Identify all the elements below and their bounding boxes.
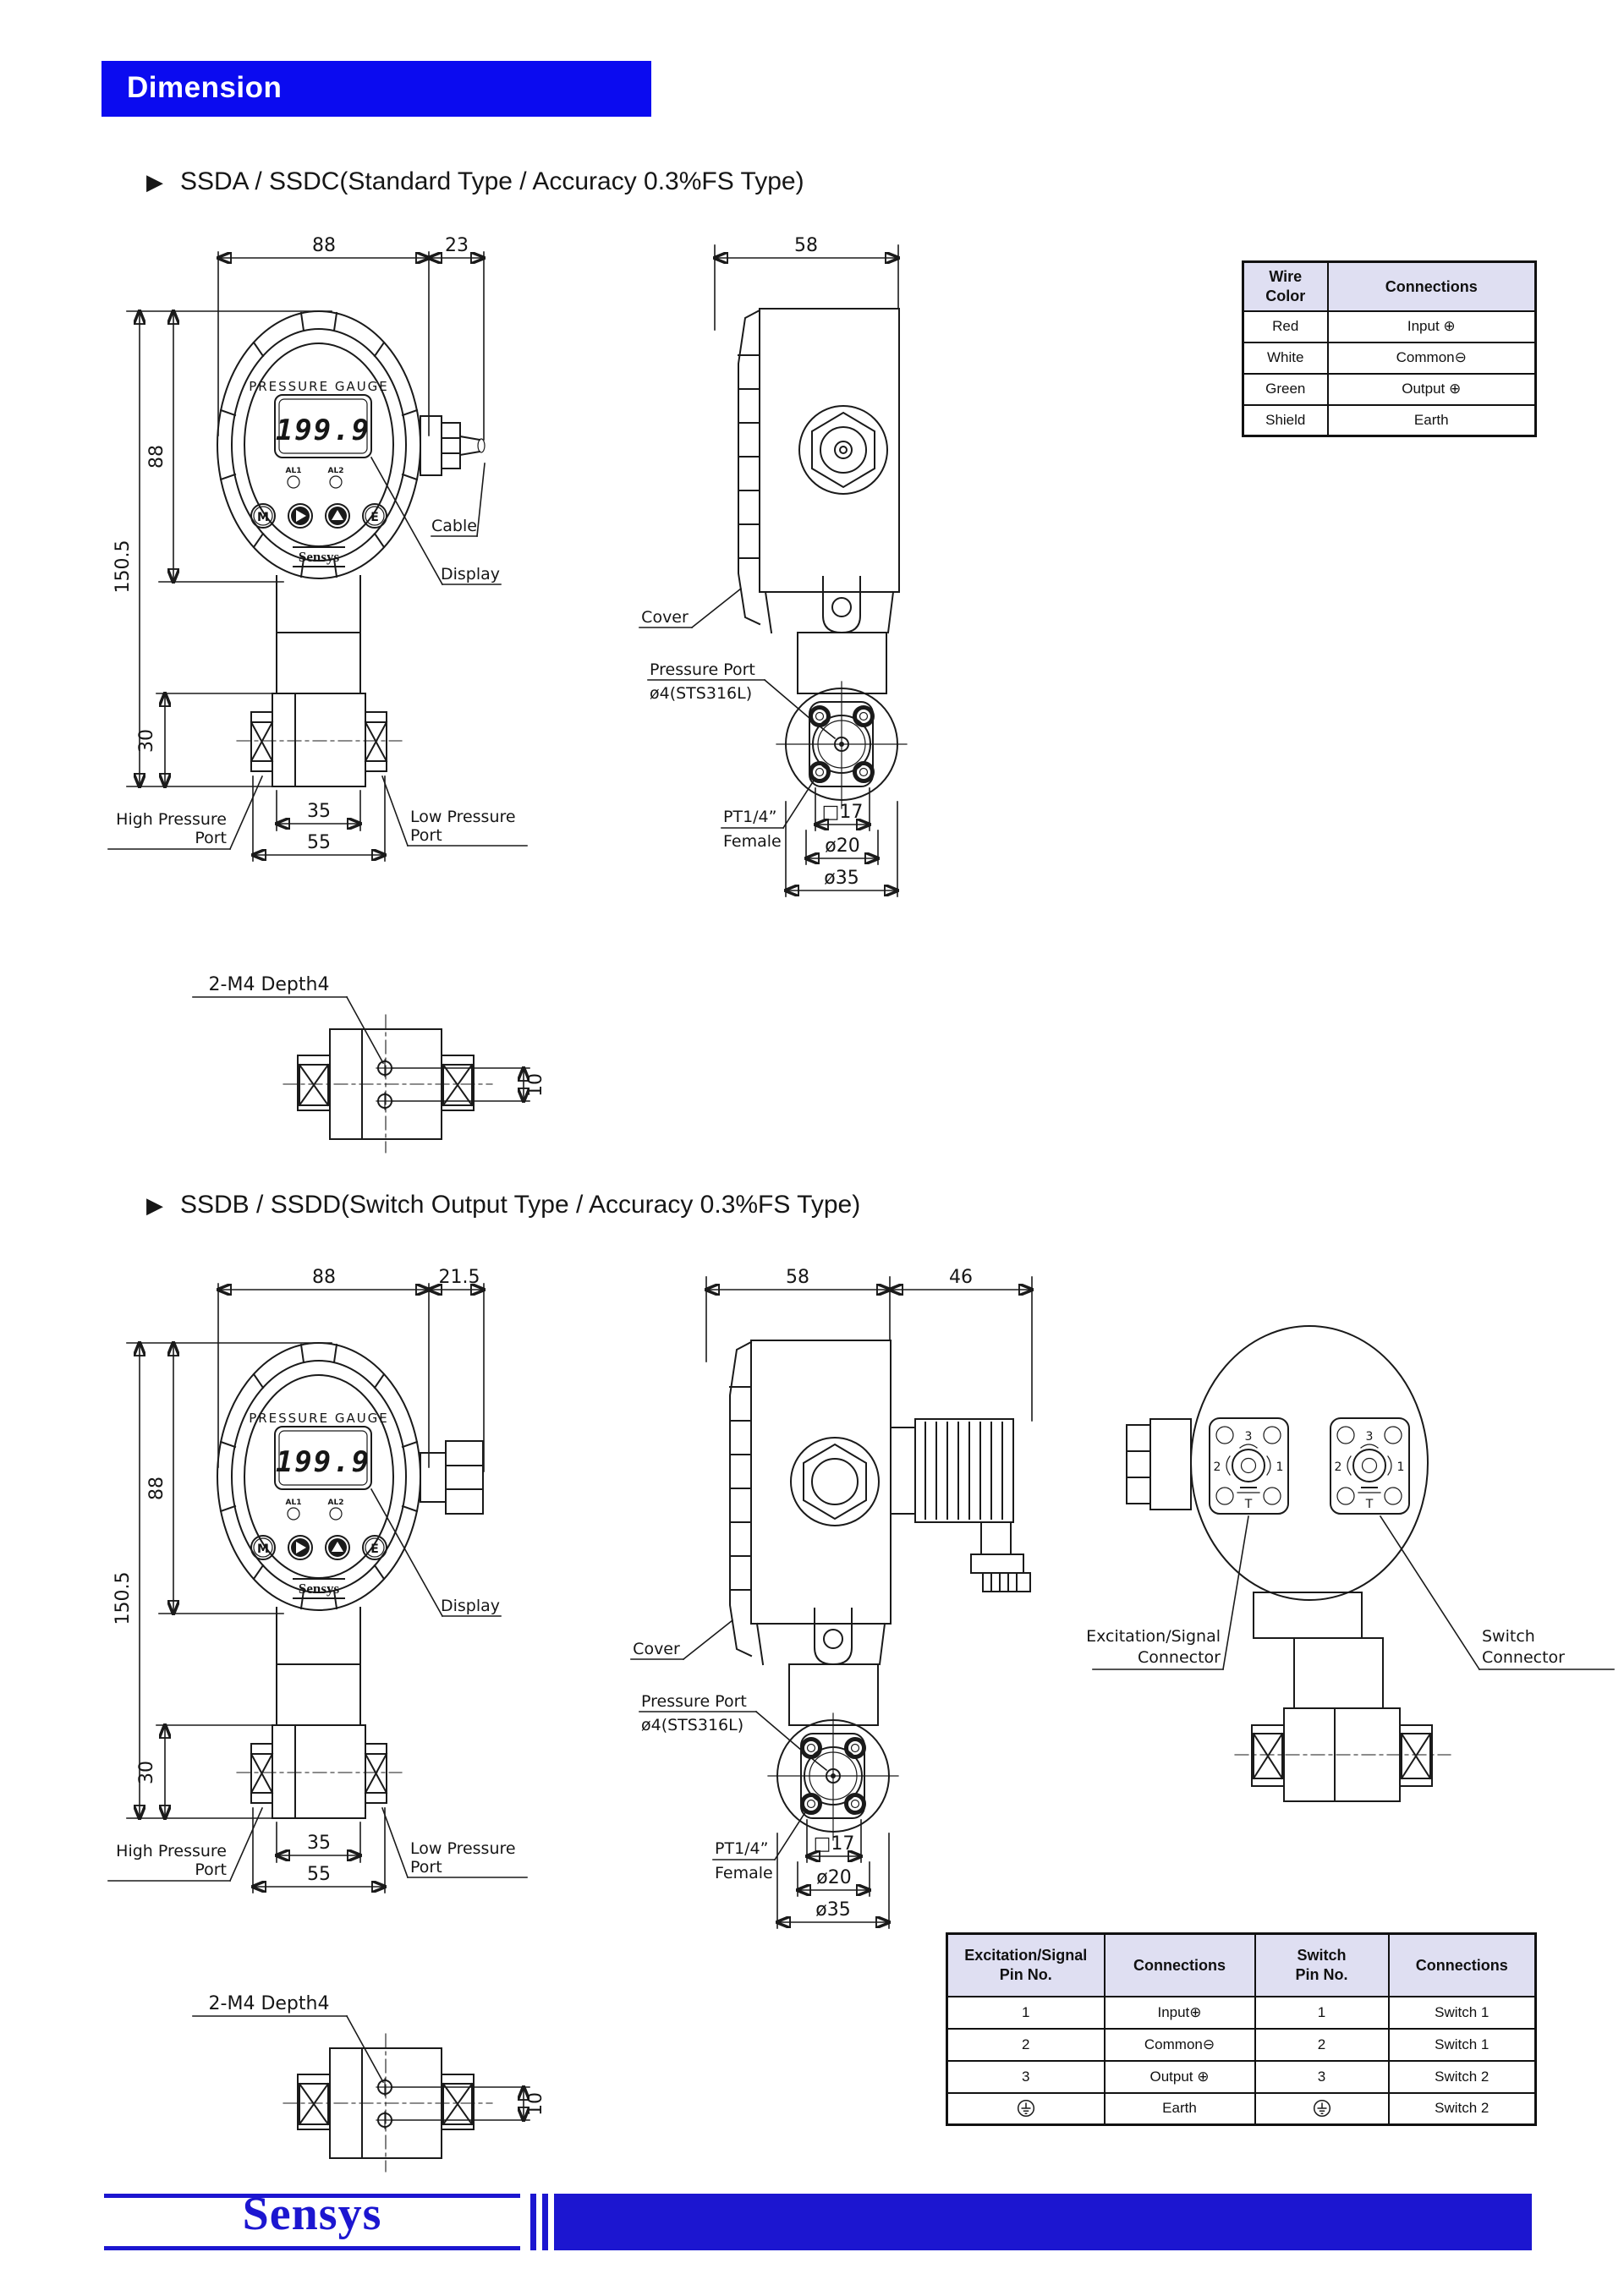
connections-header: Connections (1328, 262, 1536, 311)
wire-color-table (1242, 260, 1537, 437)
thread-note-label: 2-M4 Depth4 (208, 1993, 330, 2014)
pin3-label: 3 (1244, 1430, 1253, 1444)
al2-label: AL2 (327, 1499, 344, 1507)
pin3-label: 3 (1365, 1430, 1374, 1444)
lcd-value: 199.9 (275, 1445, 371, 1479)
connection-cell: Switch 1 (1389, 1997, 1536, 2029)
dim-cable-ext: 23 (445, 235, 469, 256)
low-pressure-port-label2: Port (410, 826, 442, 845)
front-callouts (108, 1489, 527, 1881)
switch-connector (1330, 1418, 1409, 1514)
al1-label: AL1 (285, 1499, 302, 1507)
dim-hole-offset: 10 (525, 2092, 546, 2116)
footer-logo-strip (97, 2188, 1535, 2253)
rear-lower-block (1235, 1592, 1451, 1801)
dim-port-span: 35 (307, 801, 331, 822)
dim-port-span: 35 (307, 1833, 331, 1854)
pt-thread-label2: Female (715, 1864, 773, 1882)
table-row (1243, 374, 1536, 405)
dim-square: □17 (821, 802, 864, 823)
table-row (947, 2061, 1536, 2093)
earth-ground-icon (1017, 2099, 1035, 2118)
dim-total-height: 150.5 (112, 1571, 134, 1625)
mode-button-label: M (257, 1543, 269, 1556)
pin-cell-earth (947, 2093, 1105, 2125)
connection-cell: Input⊕ (1105, 1997, 1255, 2029)
logo-bar-thin (542, 2194, 548, 2250)
dim-block-height: 30 (136, 1761, 157, 1784)
pressure-port-label2: ø4(STS316L) (650, 684, 753, 703)
gauge-front-view (217, 311, 420, 578)
table-row (1243, 405, 1536, 436)
cable-gland (420, 416, 485, 475)
section2-title-text: SSDB / SSDD(Switch Output Type / Accuracy 0.3%FS Type) (180, 1191, 861, 1219)
dim-connector-depth: 46 (949, 1267, 973, 1288)
al1-led (288, 476, 299, 488)
connection-cell: Switch 2 (1389, 2061, 1536, 2093)
pressure-port-label: Pressure Port (650, 660, 755, 679)
section2-side-view-drawing (617, 1260, 1091, 1979)
dim-d35: ø35 (815, 1899, 851, 1921)
earth-ground-icon (1313, 2099, 1331, 2118)
gauge-face-title: PRESSURE GAUGE (249, 379, 389, 394)
side-dimensions (706, 1267, 1032, 1421)
section-marker-icon: ▶ (146, 169, 163, 195)
side-callouts (639, 589, 835, 851)
side-bottom-dimensions (777, 1820, 889, 1928)
connection-cell: Output ⊕ (1105, 2061, 1255, 2093)
gauge-buttons (251, 504, 387, 528)
enter-button-label: E (370, 511, 379, 524)
low-pressure-port-label: Low Pressure (410, 1839, 516, 1858)
gauge-brand-logo: Sensys (298, 1581, 340, 1597)
section2-rear-view-drawing (1083, 1307, 1624, 1831)
al2-led (330, 476, 342, 488)
port-flange-view (776, 682, 907, 808)
low-pressure-port-label2: Port (410, 1858, 442, 1877)
bottom-block (283, 2034, 492, 2172)
switch-connector-label: Switch (1482, 1627, 1535, 1646)
connection-cell: Switch 2 (1389, 2093, 1536, 2125)
side-dimensions (715, 235, 898, 330)
table-row (947, 2029, 1536, 2061)
display-label: Display (440, 565, 501, 584)
mode-button-label: M (257, 511, 269, 524)
connection-cell: Input ⊕ (1328, 311, 1536, 342)
connection-cell: Common⊖ (1105, 2029, 1255, 2061)
excitation-signal-label2: Connector (1138, 1648, 1221, 1667)
high-pressure-port-label: High Pressure (116, 810, 227, 829)
pinT-label: T (1244, 1498, 1253, 1511)
logo-bar-wide (554, 2194, 1532, 2250)
connections-header: Connections (1105, 1934, 1255, 1997)
wire-color-cell: White (1243, 342, 1328, 374)
pin-cell: 1 (947, 1997, 1105, 2029)
table-row (1243, 311, 1536, 342)
section1-title-text: SSDA / SSDC(Standard Type / Accuracy 0.3%FS Type) (180, 167, 804, 195)
footer-brand-logo: Sensys (242, 2188, 382, 2240)
wire-color-cell: Green (1243, 374, 1328, 405)
connection-cell: Earth (1105, 2093, 1255, 2125)
page-title: Dimension (102, 61, 651, 117)
pt-thread-label: PT1/4” (715, 1839, 769, 1858)
pinT-label: T (1365, 1498, 1374, 1511)
section2-front-view-drawing (85, 1260, 677, 1945)
thread-note-label: 2-M4 Depth4 (208, 974, 330, 995)
side-callouts (631, 1620, 826, 1882)
excitation-signal-connector (1210, 1418, 1288, 1514)
pin-connections-table (946, 1932, 1537, 2126)
connection-cell: Switch 1 (1389, 2029, 1536, 2061)
table-row (1243, 342, 1536, 374)
pt-thread-label2: Female (723, 832, 782, 851)
wire-color-header: Wire Color (1243, 262, 1328, 311)
port-flange-view (768, 1713, 898, 1840)
al2-label: AL2 (327, 467, 344, 475)
connection-cell: Earth (1328, 405, 1536, 436)
cover-label: Cover (641, 608, 689, 627)
connection-cell: Output ⊕ (1328, 374, 1536, 405)
pin-bracket (1267, 1456, 1270, 1475)
wire-color-cell: Shield (1243, 405, 1328, 436)
section-marker-icon: ▶ (146, 1192, 163, 1218)
dim-width: 88 (312, 235, 336, 256)
section1-side-view-drawing (626, 228, 1007, 905)
manifold-front (237, 1608, 402, 1818)
al1-led (288, 1508, 299, 1520)
pt-thread-label: PT1/4” (723, 808, 777, 826)
dim-face-height: 88 (146, 1477, 167, 1500)
gauge-face-title: PRESSURE GAUGE (249, 1411, 389, 1426)
pressure-port-label2: ø4(STS316L) (641, 1716, 744, 1734)
gauge-buttons (251, 1536, 387, 1559)
logo-bar-thin (530, 2194, 536, 2250)
switch-connector-label2: Connector (1482, 1648, 1565, 1667)
dim-block-height: 30 (136, 729, 157, 753)
dim-depth: 58 (786, 1267, 809, 1288)
pressure-port-label: Pressure Port (641, 1692, 747, 1711)
dim-block-width: 55 (307, 832, 331, 853)
logo-bottom-rule (104, 2246, 520, 2250)
dim-face-height: 88 (146, 445, 167, 469)
pin-bracket (1226, 1456, 1230, 1475)
dim-hole-offset: 10 (525, 1073, 546, 1097)
dim-d20: ø20 (816, 1867, 852, 1888)
manifold-front (237, 576, 402, 786)
side-body (730, 1340, 891, 1725)
pin1-label: 1 (1396, 1460, 1405, 1474)
table-row (947, 2093, 1536, 2125)
dim-square: □17 (813, 1833, 855, 1855)
high-pressure-port-label2: Port (195, 829, 227, 847)
pin-cell: 1 (1255, 1997, 1389, 2029)
pin1-label: 1 (1276, 1460, 1284, 1474)
pin2-label: 2 (1334, 1460, 1342, 1474)
cover-label: Cover (633, 1640, 680, 1658)
connection-cell: Common⊖ (1328, 342, 1536, 374)
side-body (738, 309, 899, 693)
al1-label: AL1 (285, 467, 302, 475)
gauge-brand-logo: Sensys (298, 549, 340, 565)
pin-cell: 3 (947, 2061, 1105, 2093)
section1-title (146, 167, 804, 196)
dim-d35: ø35 (824, 868, 859, 889)
switch-pin-header: Switch Pin No. (1255, 1934, 1389, 1997)
dim-d20: ø20 (825, 836, 860, 857)
display-label: Display (440, 1597, 501, 1615)
bottom-block (283, 1015, 492, 1153)
pin-cell: 3 (1255, 2061, 1389, 2093)
wire-color-cell: Red (1243, 311, 1328, 342)
pin-cell: 2 (947, 2029, 1105, 2061)
pin-bracket (1347, 1456, 1351, 1475)
enter-button-label: E (370, 1543, 379, 1556)
cable-label: Cable (431, 517, 477, 535)
section1-bottom-view-drawing (144, 926, 601, 1180)
dim-connector-ext: 21.5 (438, 1267, 480, 1288)
lcd-value: 199.9 (275, 414, 371, 447)
section2-title (146, 1191, 860, 1219)
front-callouts (108, 458, 527, 849)
dim-width: 88 (312, 1267, 336, 1288)
excitation-signal-label: Excitation/Signal (1086, 1627, 1221, 1646)
low-pressure-port-label: Low Pressure (410, 808, 516, 826)
excitation-pin-header: Excitation/Signal Pin No. (947, 1934, 1105, 1997)
pin-cell: 2 (1255, 2029, 1389, 2061)
pin2-label: 2 (1213, 1460, 1221, 1474)
side-bottom-dimensions (786, 788, 897, 896)
dim-total-height: 150.5 (112, 540, 134, 594)
pin-bracket (1388, 1456, 1391, 1475)
gauge-front-view (217, 1343, 420, 1610)
high-pressure-port-label: High Pressure (116, 1842, 227, 1860)
dim-block-width: 55 (307, 1864, 331, 1885)
pin-cell-earth (1255, 2093, 1389, 2125)
table-row (947, 1997, 1536, 2029)
din-connector-side (891, 1419, 1030, 1592)
hex-fitting (420, 1441, 483, 1514)
section1-front-view-drawing (85, 228, 677, 913)
section2-bottom-view-drawing (144, 1945, 601, 2199)
high-pressure-port-label2: Port (195, 1860, 227, 1879)
dim-depth: 58 (794, 235, 818, 256)
al2-led (330, 1508, 342, 1520)
connections-header: Connections (1389, 1934, 1536, 1997)
